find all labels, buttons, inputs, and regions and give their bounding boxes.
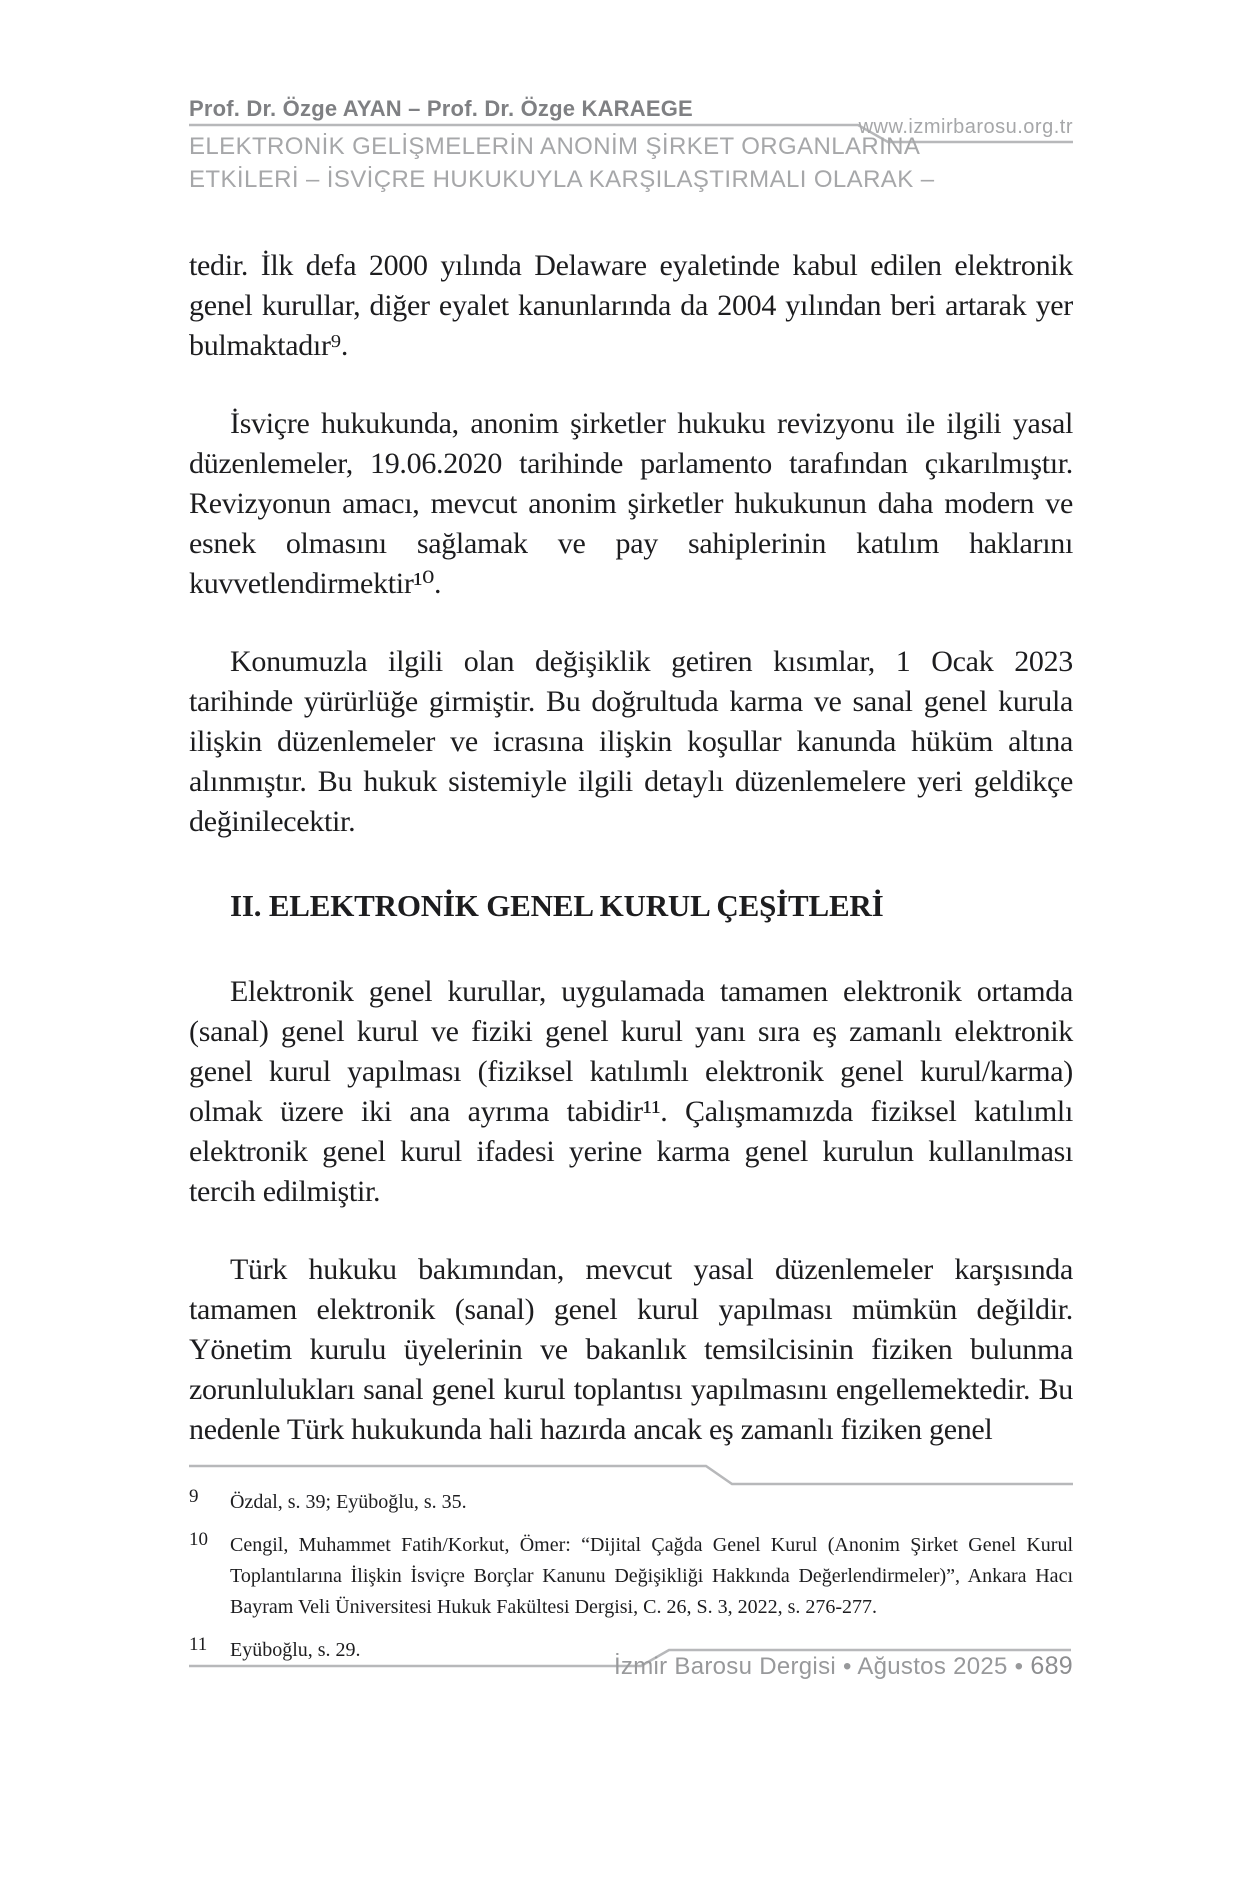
paragraph: Türk hukuku bakımından, mevcut yasal düzenlemeler karşısında tamamen elektronik (sanal) genel kurul yapılması mümkün değildir. Yönetim kurulu üyelerinin ve bakanlık temsilcisinin fiziken bulunma zorunlulukları sanal genel kurul toplantısı yapılmasını engellemektedir. Bu nedenle Türk hukukunda hali hazırda ancak eş zamanlı fiziken genel	[189, 1253, 1073, 1446]
page-number: 689	[1030, 1652, 1073, 1680]
journal-website-url: www.izmirbarosu.org.tr	[858, 116, 1073, 138]
footnote	[189, 1487, 1073, 1518]
section-heading: II. ELEKTRONİK GENEL KURUL ÇEŞİTLERİ	[230, 888, 884, 923]
footnotes-section	[189, 1487, 1073, 1678]
author-names: Prof. Dr. Özge AYAN – Prof. Dr. Özge KARAEGE	[189, 96, 693, 121]
journal-name-date: İzmir Barosu Dergisi • Ağustos 2025 •	[613, 1653, 1024, 1680]
article-title-line-1: ELEKTRONİK GELİŞMELERİN ANONİM ŞİRKET ORGANLARINA	[189, 133, 921, 160]
footnote-text: Özdal, s. 39; Eyüboğlu, s. 35.	[230, 1491, 467, 1513]
article-title-line-2: ETKİLERİ – İSVİÇRE HUKUKUYLA KARŞILAŞTIRMALI OLARAK –	[189, 166, 935, 193]
footnote	[189, 1530, 1073, 1623]
footnote-text: Eyüboğlu, s. 29.	[230, 1639, 361, 1661]
article-title	[189, 130, 934, 196]
footnote-number: 10	[189, 1529, 208, 1550]
paragraph: İsviçre hukukunda, anonim şirketler hukuku revizyonu ile ilgili yasal düzenlemeler, 19.06.2020 tarihinde parlamento tarafından çıkarılmıştır. Revizyonun amacı, mevcut anonim şirketler hukukunun daha modern ve esnek olmasını sağlamak ve pay sahiplerinin katılım haklarını kuvvetlendirmektir¹⁰.	[189, 407, 1073, 600]
footnote-text: Cengil, Muhammet Fatih/Korkut, Ömer: “Dijital Çağda Genel Kurul (Anonim Şirket Genel Kurul Toplantılarına İlişkin İsviçre Borçlar Kanunu Değişikliği Hakkında Değerlendirmeler)”, Ankara Hacı Bayram Veli Üniversitesi Hukuk Fakültesi Dergisi, C. 26, S. 3, 2022, s. 276-277.	[230, 1534, 1073, 1618]
paragraph: Elektronik genel kurullar, uygulamada tamamen elektronik ortamda (sanal) genel kurul ve fiziki genel kurul yanı sıra eş zamanlı elektronik genel kurul yapılması (fiziksel katılımlı elektronik genel kurul/karma) olmak üzere iki ana ayrıma tabidir¹¹. Çalışmamızda fiziksel katılımlı elektronik genel kurul ifadesi yerine karma genel kurulun kullanılması tercih edilmiştir.	[189, 975, 1073, 1208]
article-body	[189, 246, 1073, 1450]
footnote-number: 11	[189, 1634, 208, 1655]
paragraph-continuation: tedir. İlk defa 2000 yılında Delaware eyaletinde kabul edilen elektronik genel kurullar, diğer eyalet kanunlarında da 2004 yılından beri artarak yer bulmaktadır⁹.	[189, 249, 1073, 362]
page-footer	[614, 1652, 1073, 1681]
footnote-separator-rule	[189, 1466, 1073, 1484]
paragraph: Konumuzla ilgili olan değişiklik getiren kısımlar, 1 Ocak 2023 tarihinde yürürlüğe girmiştir. Bu doğrultuda karma ve sanal genel kurula ilişkin düzenlemeler ve icrasına ilişkin koşullar kanunda hüküm altına alınmıştır. Bu hukuk sistemiyle ilgili detaylı düzenlemelere yeri geldikçe değinilecektir.	[189, 645, 1073, 838]
footnote-number: 9	[189, 1486, 199, 1507]
